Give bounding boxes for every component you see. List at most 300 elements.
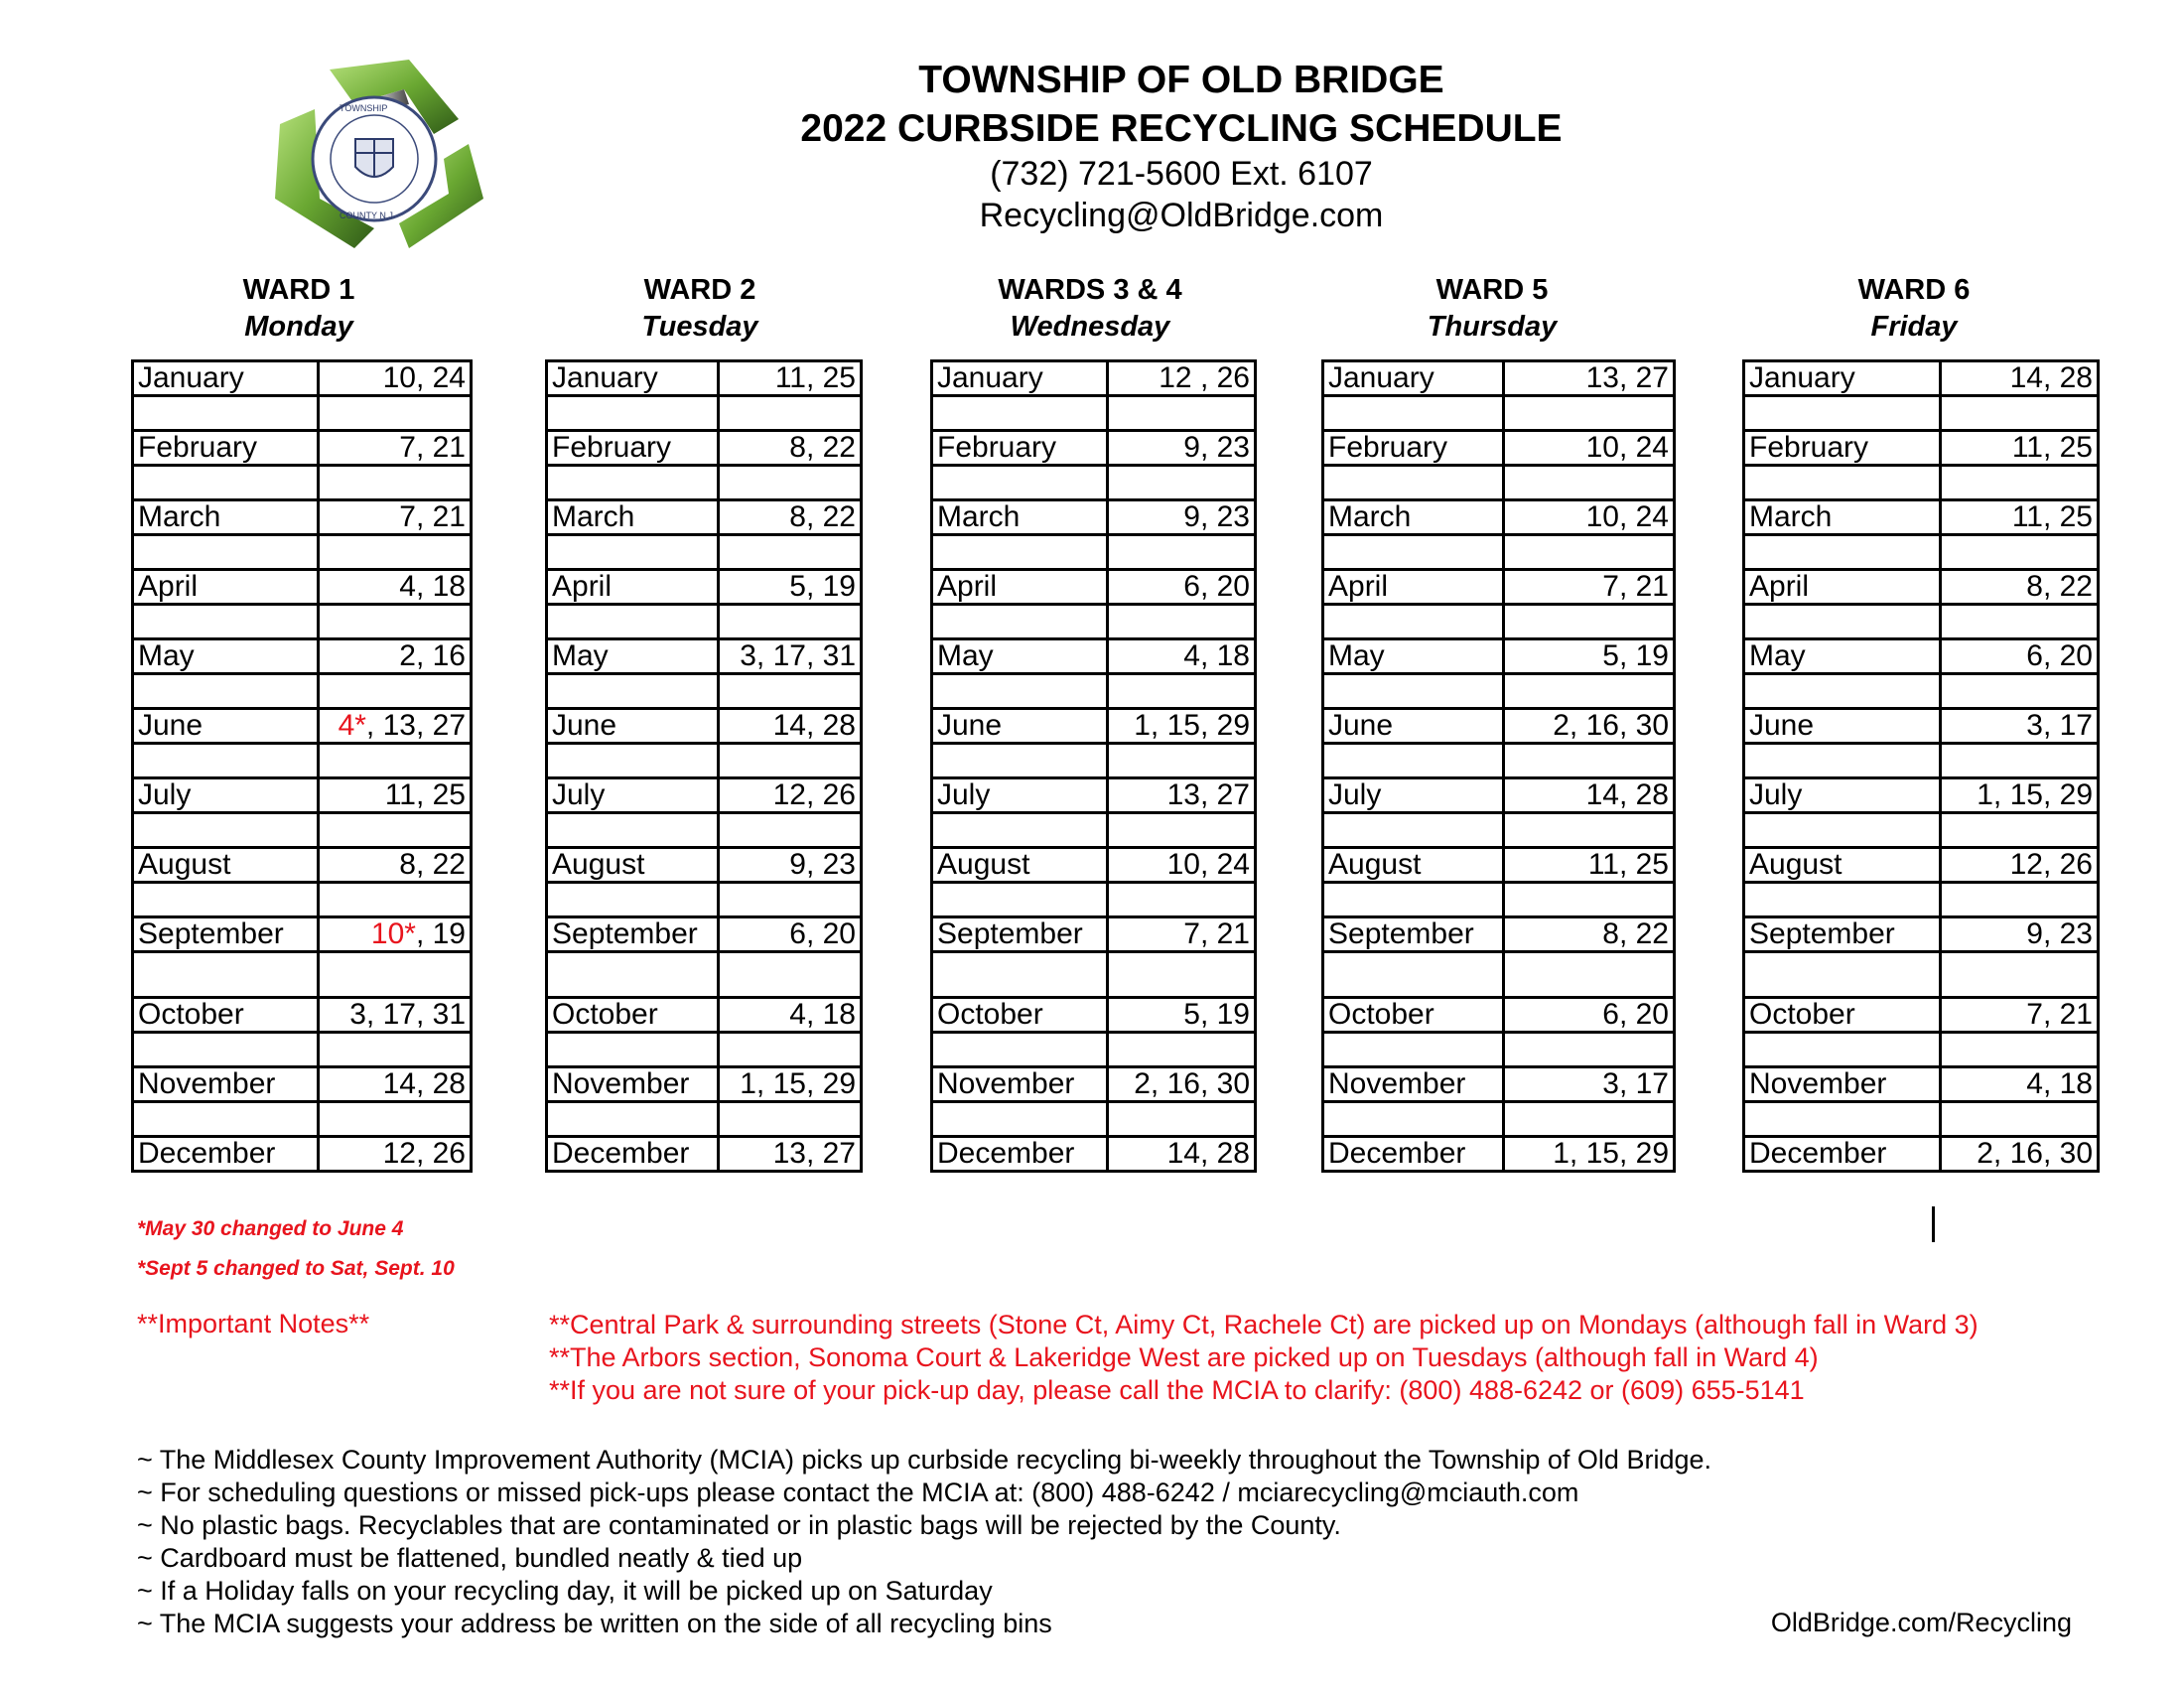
note-line: **Central Park & surrounding streets (Stone Ct, Aimy Ct, Rachele Ct) are picked up on Mondays (although fall in Ward 3) xyxy=(549,1310,1979,1339)
spacer-row xyxy=(1744,813,2099,848)
schedule-row xyxy=(547,431,862,466)
spacer-row xyxy=(932,396,1256,431)
month-cell: June xyxy=(1744,709,1941,744)
empty-cell xyxy=(1941,744,2099,778)
month-cell: August xyxy=(547,848,719,883)
spacer-row xyxy=(1744,535,2099,570)
month-cell: July xyxy=(932,778,1108,813)
empty-cell xyxy=(547,952,719,998)
month-cell: December xyxy=(133,1137,319,1172)
schedule-row xyxy=(932,570,1256,605)
empty-cell xyxy=(932,1033,1108,1067)
spacer-row xyxy=(932,674,1256,709)
schedule-row xyxy=(1323,639,1675,674)
empty-cell xyxy=(1744,883,1941,917)
spacer-row xyxy=(1323,396,1675,431)
pickup-dates: , 19 xyxy=(415,917,466,950)
schedule-row xyxy=(1323,361,1675,396)
empty-cell xyxy=(1108,744,1256,778)
schedule-row xyxy=(932,639,1256,674)
month-cell: February xyxy=(133,431,319,466)
empty-cell xyxy=(1108,952,1256,998)
spacer-row xyxy=(133,396,472,431)
pickup-dates-cell: 12, 26 xyxy=(1941,848,2099,883)
ward-heading: WARDS 3 & 4 Wednesday xyxy=(998,274,1182,343)
pickup-dates-cell: 10, 24 xyxy=(319,361,472,396)
empty-cell xyxy=(319,813,472,848)
schedule-row xyxy=(547,848,862,883)
spacer-row xyxy=(1744,1102,2099,1137)
pickup-dates-cell: 11, 25 xyxy=(719,361,862,396)
empty-cell xyxy=(1108,466,1256,500)
month-cell: December xyxy=(1323,1137,1504,1172)
month-cell: April xyxy=(133,570,319,605)
spacer-row xyxy=(1323,1033,1675,1067)
empty-cell xyxy=(719,883,862,917)
info-line: ~ No plastic bags. Recyclables that are contaminated or in plastic bags will be rejected by the County. xyxy=(137,1510,1341,1540)
empty-cell xyxy=(1323,674,1504,709)
empty-cell xyxy=(1323,813,1504,848)
empty-cell xyxy=(932,952,1108,998)
schedule-row xyxy=(1744,570,2099,605)
empty-cell xyxy=(932,535,1108,570)
empty-cell xyxy=(1744,396,1941,431)
spacer-row xyxy=(1323,674,1675,709)
spacer-row xyxy=(1744,883,2099,917)
empty-cell xyxy=(547,535,719,570)
schedule-row xyxy=(932,361,1256,396)
empty-cell xyxy=(319,605,472,639)
pickup-dates: , 13, 27 xyxy=(365,709,466,742)
empty-cell xyxy=(547,396,719,431)
schedule-row xyxy=(1744,917,2099,952)
schedule-row xyxy=(547,709,862,744)
spacer-row xyxy=(1323,1102,1675,1137)
empty-cell xyxy=(932,396,1108,431)
spacer-row xyxy=(547,952,862,998)
schedule-row xyxy=(1323,778,1675,813)
spacer-row xyxy=(1744,674,2099,709)
spacer-row xyxy=(133,883,472,917)
empty-cell xyxy=(1744,674,1941,709)
month-cell: June xyxy=(547,709,719,744)
table-line-stub xyxy=(1932,1206,1935,1242)
month-cell: January xyxy=(133,361,319,396)
empty-cell xyxy=(1323,1033,1504,1067)
spacer-row xyxy=(133,674,472,709)
schedule-row xyxy=(1323,848,1675,883)
schedule-row xyxy=(133,709,472,744)
schedule-row xyxy=(1323,1067,1675,1102)
spacer-row xyxy=(932,952,1256,998)
pickup-dates-cell: 4, 18 xyxy=(319,570,472,605)
ward-6-schedule-table xyxy=(1742,359,2100,1173)
empty-cell xyxy=(719,605,862,639)
info-line: ~ The MCIA suggests your address be written on the side of all recycling bins xyxy=(137,1609,1052,1638)
schedule-row xyxy=(133,1137,472,1172)
info-line: ~ The Middlesex County Improvement Authority (MCIA) picks up curbside recycling bi-weekly throughout the Township of Old Bridge. xyxy=(137,1445,1711,1475)
empty-cell xyxy=(547,813,719,848)
schedule-row xyxy=(1744,361,2099,396)
empty-cell xyxy=(319,952,472,998)
month-cell: July xyxy=(1744,778,1941,813)
spacer-row xyxy=(547,674,862,709)
empty-cell xyxy=(719,1102,862,1137)
empty-cell xyxy=(547,674,719,709)
svg-text:COUNTY N.J.: COUNTY N.J. xyxy=(340,211,396,220)
empty-cell xyxy=(547,883,719,917)
ward-heading: WARD 6 Friday xyxy=(1857,274,1971,343)
pickup-dates-cell: 5, 19 xyxy=(1504,639,1675,674)
pickup-dates-cell: 14, 28 xyxy=(1504,778,1675,813)
spacer-row xyxy=(932,605,1256,639)
pickup-dates-cell xyxy=(319,709,472,744)
ward-heading: WARD 5 Thursday xyxy=(1427,274,1558,343)
note-line: **The Arbors section, Sonoma Court & Lakeridge West are picked up on Tuesdays (although fall in Ward 4) xyxy=(549,1342,1819,1372)
schedule-title: 2022 CURBSIDE RECYCLING SCHEDULE xyxy=(800,107,1563,150)
rescheduled-date: 4* xyxy=(338,709,366,742)
month-cell: April xyxy=(1323,570,1504,605)
spacer-row xyxy=(547,466,862,500)
month-cell: September xyxy=(932,917,1108,952)
pickup-dates-cell: 11, 25 xyxy=(1504,848,1675,883)
ward-heading: WARD 2 Tuesday xyxy=(641,274,758,343)
empty-cell xyxy=(932,744,1108,778)
spacer-row xyxy=(133,744,472,778)
schedule-row xyxy=(932,848,1256,883)
empty-cell xyxy=(1108,1033,1256,1067)
pickup-dates-cell: 3, 17, 31 xyxy=(319,998,472,1033)
month-cell: July xyxy=(1323,778,1504,813)
schedule-row xyxy=(547,570,862,605)
pickup-dates-cell: 6, 20 xyxy=(1504,998,1675,1033)
spacer-row xyxy=(1323,744,1675,778)
empty-cell xyxy=(1941,813,2099,848)
month-cell: March xyxy=(1323,500,1504,535)
empty-cell xyxy=(1504,605,1675,639)
empty-cell xyxy=(319,396,472,431)
empty-cell xyxy=(547,1033,719,1067)
rescheduled-date: 10* xyxy=(370,917,416,950)
email-address: Recycling@OldBridge.com xyxy=(979,197,1384,234)
pickup-dates-cell xyxy=(319,917,472,952)
month-cell: May xyxy=(547,639,719,674)
schedule-row xyxy=(1323,431,1675,466)
empty-cell xyxy=(1323,535,1504,570)
info-list xyxy=(137,1444,1711,1640)
month-cell: February xyxy=(547,431,719,466)
month-cell: August xyxy=(932,848,1108,883)
empty-cell xyxy=(319,535,472,570)
month-cell: January xyxy=(547,361,719,396)
empty-cell xyxy=(547,744,719,778)
info-line: ~ Cardboard must be flattened, bundled neatly & tied up xyxy=(137,1543,803,1573)
footnote-june: *May 30 changed to June 4 xyxy=(137,1217,404,1240)
empty-cell xyxy=(133,674,319,709)
spacer-row xyxy=(547,744,862,778)
schedule-row xyxy=(133,431,472,466)
ward-5-schedule-table xyxy=(1321,359,1676,1173)
important-notes-label: **Important Notes** xyxy=(137,1309,370,1338)
month-cell: September xyxy=(1323,917,1504,952)
empty-cell xyxy=(319,744,472,778)
township-recycling-logo xyxy=(260,50,488,253)
empty-cell xyxy=(547,605,719,639)
month-cell: May xyxy=(1323,639,1504,674)
month-cell: November xyxy=(547,1067,719,1102)
empty-cell xyxy=(133,744,319,778)
pickup-dates-cell: 10, 24 xyxy=(1108,848,1256,883)
month-cell: April xyxy=(1744,570,1941,605)
pickup-dates-cell: 6, 20 xyxy=(1108,570,1256,605)
empty-cell xyxy=(719,813,862,848)
spacer-row xyxy=(133,605,472,639)
schedule-row xyxy=(932,998,1256,1033)
pickup-dates-cell: 5, 19 xyxy=(719,570,862,605)
empty-cell xyxy=(1504,1102,1675,1137)
empty-cell xyxy=(1941,1102,2099,1137)
pickup-dates-cell: 3, 17 xyxy=(1941,709,2099,744)
schedule-row xyxy=(1744,1067,2099,1102)
pickup-dates-cell: 6, 20 xyxy=(719,917,862,952)
schedule-row xyxy=(932,1137,1256,1172)
empty-cell xyxy=(719,952,862,998)
schedule-row xyxy=(547,778,862,813)
spacer-row xyxy=(547,1033,862,1067)
month-cell: October xyxy=(133,998,319,1033)
empty-cell xyxy=(932,605,1108,639)
empty-cell xyxy=(1323,396,1504,431)
empty-cell xyxy=(1504,396,1675,431)
pickup-dates-cell: 10, 24 xyxy=(1504,500,1675,535)
month-cell: June xyxy=(932,709,1108,744)
empty-cell xyxy=(319,1102,472,1137)
month-cell: December xyxy=(1744,1137,1941,1172)
website-link[interactable]: OldBridge.com/Recycling xyxy=(1770,1608,2072,1637)
pickup-dates-cell: 11, 25 xyxy=(1941,500,2099,535)
month-cell: April xyxy=(547,570,719,605)
empty-cell xyxy=(719,1033,862,1067)
pickup-dates-cell: 7, 21 xyxy=(319,500,472,535)
spacer-row xyxy=(1744,952,2099,998)
month-cell: August xyxy=(1744,848,1941,883)
schedule-row xyxy=(1323,570,1675,605)
month-cell: February xyxy=(1744,431,1941,466)
pickup-dates-cell: 6, 20 xyxy=(1941,639,2099,674)
month-cell: July xyxy=(547,778,719,813)
pickup-dates-cell: 9, 23 xyxy=(719,848,862,883)
empty-cell xyxy=(547,1102,719,1137)
month-cell: October xyxy=(1323,998,1504,1033)
schedule-row xyxy=(547,917,862,952)
empty-cell xyxy=(1504,535,1675,570)
empty-cell xyxy=(1941,466,2099,500)
empty-cell xyxy=(932,674,1108,709)
schedule-row xyxy=(133,998,472,1033)
spacer-row xyxy=(133,1102,472,1137)
empty-cell xyxy=(1941,674,2099,709)
empty-cell xyxy=(719,535,862,570)
schedule-row xyxy=(547,1067,862,1102)
empty-cell xyxy=(133,466,319,500)
empty-cell xyxy=(1941,396,2099,431)
spacer-row xyxy=(133,1033,472,1067)
empty-cell xyxy=(1108,674,1256,709)
month-cell: September xyxy=(547,917,719,952)
spacer-row xyxy=(1744,396,2099,431)
empty-cell xyxy=(1108,605,1256,639)
month-cell: January xyxy=(932,361,1108,396)
month-cell: September xyxy=(1744,917,1941,952)
pickup-dates-cell: 13, 27 xyxy=(1504,361,1675,396)
empty-cell xyxy=(133,535,319,570)
ward-heading: WARD 1 Monday xyxy=(242,274,355,343)
important-notes xyxy=(549,1309,1979,1407)
spacer-row xyxy=(932,1033,1256,1067)
pickup-dates-cell: 11, 25 xyxy=(1941,431,2099,466)
pickup-dates-cell: 7, 21 xyxy=(319,431,472,466)
spacer-row xyxy=(1323,466,1675,500)
pickup-dates-cell: 14, 28 xyxy=(1108,1137,1256,1172)
pickup-dates-cell: 11, 25 xyxy=(319,778,472,813)
month-cell: August xyxy=(1323,848,1504,883)
empty-cell xyxy=(1941,952,2099,998)
month-cell: May xyxy=(133,639,319,674)
spacer-row xyxy=(932,744,1256,778)
empty-cell xyxy=(719,744,862,778)
empty-cell xyxy=(1504,883,1675,917)
schedule-row xyxy=(1744,709,2099,744)
schedule-row xyxy=(547,1137,862,1172)
spacer-row xyxy=(1744,1033,2099,1067)
schedule-row xyxy=(1323,998,1675,1033)
spacer-row xyxy=(547,883,862,917)
empty-cell xyxy=(1744,1102,1941,1137)
pickup-dates-cell: 7, 21 xyxy=(1941,998,2099,1033)
pickup-dates-cell: 12, 26 xyxy=(719,778,862,813)
pickup-dates-cell: 14, 28 xyxy=(319,1067,472,1102)
month-cell: May xyxy=(1744,639,1941,674)
schedule-row xyxy=(133,639,472,674)
wards-3-4-schedule-table xyxy=(930,359,1257,1173)
month-cell: July xyxy=(133,778,319,813)
pickup-dates-cell: 2, 16, 30 xyxy=(1108,1067,1256,1102)
empty-cell xyxy=(1744,535,1941,570)
pickup-dates-cell: 7, 21 xyxy=(1504,570,1675,605)
empty-cell xyxy=(133,605,319,639)
empty-cell xyxy=(719,466,862,500)
spacer-row xyxy=(932,466,1256,500)
schedule-row xyxy=(547,639,862,674)
empty-cell xyxy=(133,952,319,998)
month-cell: October xyxy=(547,998,719,1033)
pickup-dates-cell: 7, 21 xyxy=(1108,917,1256,952)
empty-cell xyxy=(932,466,1108,500)
empty-cell xyxy=(1941,605,2099,639)
month-cell: November xyxy=(1323,1067,1504,1102)
pickup-dates-cell: 4, 18 xyxy=(1941,1067,2099,1102)
empty-cell xyxy=(1744,605,1941,639)
spacer-row xyxy=(1323,535,1675,570)
empty-cell xyxy=(1744,813,1941,848)
empty-cell xyxy=(1323,605,1504,639)
spacer-row xyxy=(1323,605,1675,639)
empty-cell xyxy=(319,466,472,500)
empty-cell xyxy=(1941,883,2099,917)
empty-cell xyxy=(319,1033,472,1067)
empty-cell xyxy=(1744,466,1941,500)
month-cell: December xyxy=(547,1137,719,1172)
schedule-row xyxy=(932,917,1256,952)
spacer-row xyxy=(1744,744,2099,778)
spacer-row xyxy=(1323,883,1675,917)
pickup-dates-cell: 3, 17, 31 xyxy=(719,639,862,674)
month-cell: June xyxy=(133,709,319,744)
pickup-dates-cell: 8, 22 xyxy=(1941,570,2099,605)
schedule-row xyxy=(133,1067,472,1102)
schedule-row xyxy=(547,500,862,535)
pickup-dates-cell: 8, 22 xyxy=(719,500,862,535)
empty-cell xyxy=(547,466,719,500)
month-cell: January xyxy=(1323,361,1504,396)
schedule-row xyxy=(1744,639,2099,674)
pickup-dates-cell: 1, 15, 29 xyxy=(1108,709,1256,744)
spacer-row xyxy=(932,883,1256,917)
ward-2-schedule-table xyxy=(545,359,863,1173)
month-cell: August xyxy=(133,848,319,883)
ward-1-schedule-table xyxy=(131,359,473,1173)
pickup-dates-cell: 10, 24 xyxy=(1504,431,1675,466)
svg-text:TOWNSHIP: TOWNSHIP xyxy=(340,103,388,113)
schedule-row xyxy=(1744,1137,2099,1172)
schedule-row xyxy=(133,361,472,396)
month-cell: May xyxy=(932,639,1108,674)
pickup-dates-cell: 1, 15, 29 xyxy=(719,1067,862,1102)
pickup-dates-cell: 13, 27 xyxy=(1108,778,1256,813)
pickup-dates-cell: 2, 16, 30 xyxy=(1941,1137,2099,1172)
month-cell: October xyxy=(932,998,1108,1033)
month-cell: September xyxy=(133,917,319,952)
empty-cell xyxy=(1323,952,1504,998)
schedule-row xyxy=(1323,917,1675,952)
empty-cell xyxy=(1504,952,1675,998)
spacer-row xyxy=(1323,813,1675,848)
empty-cell xyxy=(133,813,319,848)
empty-cell xyxy=(133,883,319,917)
pickup-dates-cell: 1, 15, 29 xyxy=(1504,1137,1675,1172)
info-line: ~ If a Holiday falls on your recycling day, it will be picked up on Saturday xyxy=(137,1576,993,1606)
pickup-dates-cell: 4, 18 xyxy=(1108,639,1256,674)
empty-cell xyxy=(1941,535,2099,570)
phone-number: (732) 721-5600 Ext. 6107 xyxy=(990,155,1373,193)
schedule-row xyxy=(133,917,472,952)
empty-cell xyxy=(1744,1033,1941,1067)
month-cell: November xyxy=(133,1067,319,1102)
empty-cell xyxy=(1108,396,1256,431)
empty-cell xyxy=(1108,535,1256,570)
pickup-dates-cell: 8, 22 xyxy=(319,848,472,883)
month-cell: November xyxy=(932,1067,1108,1102)
pickup-dates-cell: 3, 17 xyxy=(1504,1067,1675,1102)
spacer-row xyxy=(133,535,472,570)
month-cell: April xyxy=(932,570,1108,605)
pickup-dates-cell: 9, 23 xyxy=(1941,917,2099,952)
township-title: TOWNSHIP OF OLD BRIDGE xyxy=(918,59,1444,101)
month-cell: February xyxy=(932,431,1108,466)
empty-cell xyxy=(1504,466,1675,500)
empty-cell xyxy=(1941,1033,2099,1067)
empty-cell xyxy=(719,396,862,431)
